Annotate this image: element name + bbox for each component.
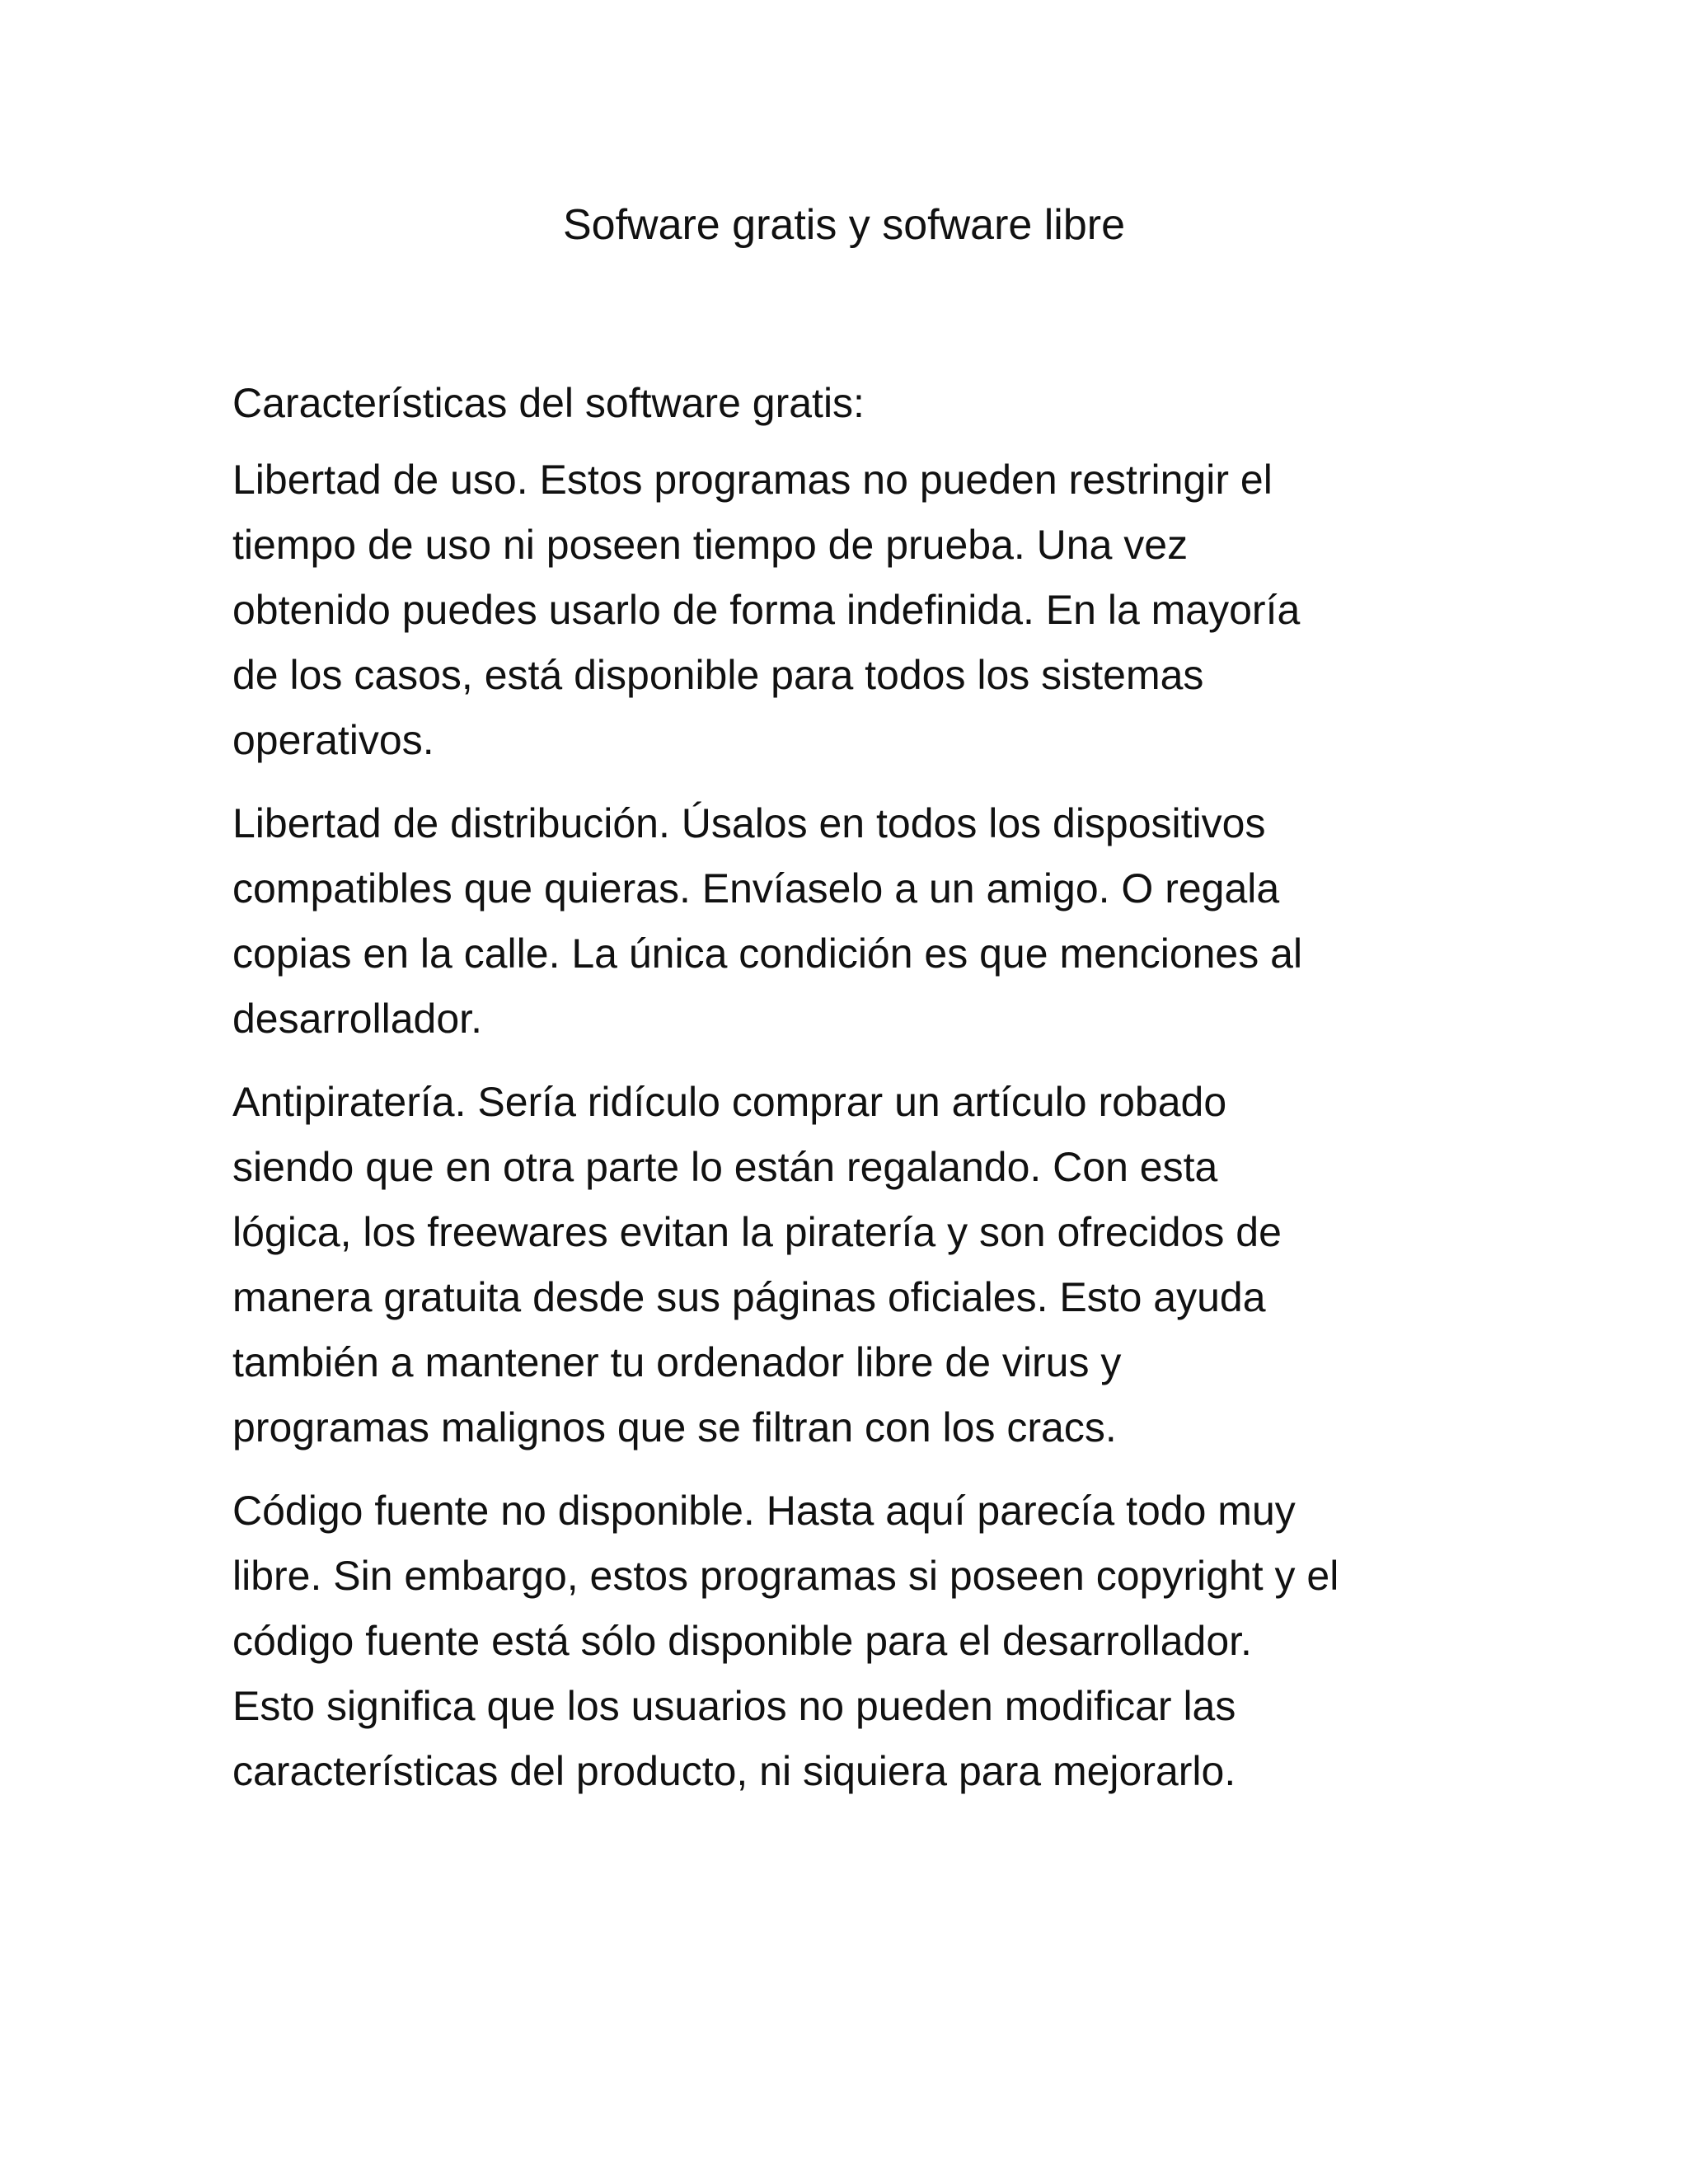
paragraph-codigo-fuente (232, 1479, 1469, 1804)
text-line: código fuente está sólo disponible para el desarrollador. (232, 1618, 1252, 1664)
paragraph-libertad-de-distribucion (232, 791, 1469, 1052)
text-line: Esto significa que los usuarios no pueden modificar las (232, 1683, 1236, 1729)
text-line: también a mantener tu ordenador libre de virus y (232, 1339, 1122, 1385)
text-line: manera gratuita desde sus páginas oficiales. Esto ayuda (232, 1274, 1266, 1320)
text-line: operativos. (232, 717, 434, 763)
text-line: tiempo de uso ni poseen tiempo de prueba. Una vez (232, 522, 1189, 568)
document-body (232, 371, 1469, 1822)
text-line: siendo que en otra parte lo están regalando. Con esta (232, 1144, 1218, 1190)
text-line: Código fuente no disponible. Hasta aquí parecía todo muy (232, 1488, 1296, 1534)
text-line: Libertad de distribución. Úsalos en todos los dispositivos (232, 800, 1266, 846)
section-heading: Características del software gratis: (232, 380, 865, 426)
text-line: Libertad de uso. Estos programas no pueden restringir el (232, 457, 1273, 503)
text-line: copias en la calle. La única condición es que menciones al (232, 930, 1303, 977)
text-line: obtenido puedes usarlo de forma indefinida. En la mayoría (232, 587, 1301, 633)
text-line: programas malignos que se filtran con los cracs. (232, 1404, 1117, 1451)
paragraph-antipirateria (232, 1070, 1469, 1460)
text-line: de los casos, está disponible para todos los sistemas (232, 652, 1204, 698)
paragraph-libertad-de-uso (232, 448, 1469, 773)
text-line: características del producto, ni siquiera para mejorarlo. (232, 1748, 1236, 1794)
text-line: Antipiratería. Sería ridículo comprar un artículo robado (232, 1079, 1227, 1125)
text-line: desarrollador. (232, 996, 482, 1042)
document-title: Sofware gratis y sofware libre (562, 201, 1126, 249)
text-line: libre. Sin embargo, estos programas si poseen copyright y el (232, 1553, 1339, 1599)
text-line: lógica, los freewares evitan la piratería y son ofrecidos de (232, 1209, 1282, 1255)
text-line: compatibles que quieras. Envíaselo a un amigo. O regala (232, 865, 1280, 912)
